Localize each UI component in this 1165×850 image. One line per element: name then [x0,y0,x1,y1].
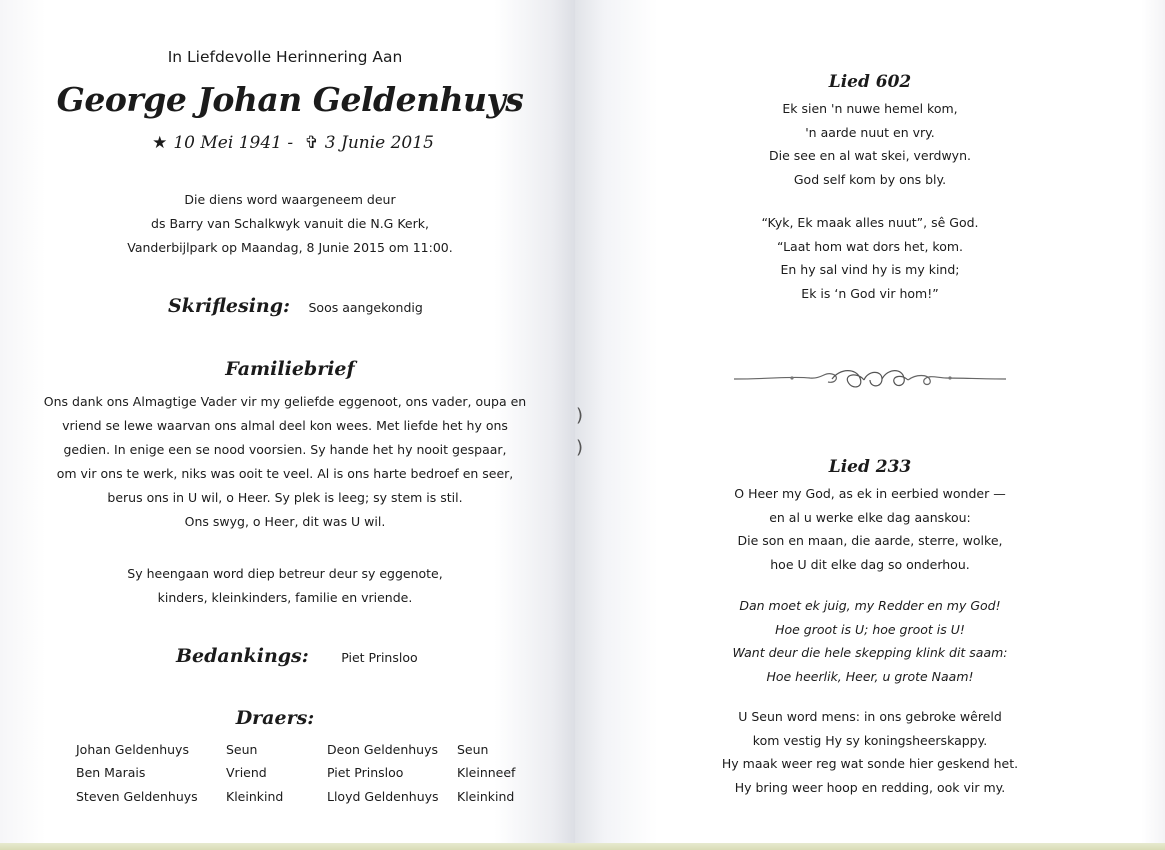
bearer-name: Piet Prinsloo [327,765,404,780]
hymn-line: Die son en maan, die aarde, sterre, wolke, [737,533,1003,548]
bearer-relation: Vriend [226,765,267,780]
family-letter-body [0,390,570,534]
hymn-line: U Seun word mens: in ons gebroke wêreld [738,709,1002,724]
mourning-line: kinders, kleinkinders, familie en vriende. [157,590,413,605]
bearer-name: Steven Geldenhuys [76,789,198,804]
hymn-line: Dan moet ek juig, my Redder en my God! [739,598,1001,613]
hymn-line: Hoe groot is U; hoe groot is U! [775,621,965,637]
bearer-name: Deon Geldenhuys [327,742,439,757]
scripture-reading [168,295,423,317]
hymn-line: en al u werke elke dag aanskou: [769,509,971,525]
bearer-name: Johan Geldenhuys [76,742,189,757]
hymn-233-verse-2 [720,705,1020,799]
page-bottom-edge [0,843,1165,850]
hymn-line: kom vestig Hy sy koningsheerskappy. [752,732,988,748]
mourning-note [0,562,570,610]
hymn-233-verse-1 [720,482,1020,576]
flourish-divider-icon [732,364,1008,394]
hymn-line: O Heer my God, as ek in eerbied wonder — [734,486,1006,501]
family-letter-title: Familiebrief [225,358,355,380]
bearer-name: Lloyd Geldenhuys [327,789,439,804]
death-date: 3 Junie 2015 [324,133,434,153]
hymn-602-verse-1 [720,97,1020,191]
mourning-line: Sy heengaan word diep betreur deur sy eggenote, [127,566,443,581]
fold-mark: ) [576,437,584,458]
hymn-line: “Laat hom wat dors het, kom. [777,238,963,254]
star-icon: ★ [152,133,168,153]
deceased-name: George Johan Geldenhuys [56,80,524,119]
bearer-relation: Seun [226,742,258,757]
acknowledgements-value: Piet Prinsloo [341,650,418,665]
fold-marks [576,400,588,470]
hymn-line: God self kom by ons bly. [793,171,947,187]
hymn-line: Want deur die hele skepping klink dit saam: [732,645,1008,660]
family-letter-line: gedien. In enige een se nood voorsien. Sy hande het hy nooit gespaar, [63,442,507,457]
family-letter-line: Ons swyg, o Heer, dit was U wil. [184,514,386,529]
hymn-line: hoe U dit elke dag so onderhou. [770,556,970,572]
hymn-233-chorus [720,594,1020,688]
hymn-line: En hy sal vind hy is my kind; [780,262,960,277]
bearer-relation: Seun [457,742,489,757]
service-line: ds Barry van Schalkwyk vanuit die N.G Kerk, [151,216,429,231]
bearer-relation: Kleinkind [226,789,284,804]
family-letter-line: om vir ons te werk, niks was ooit te veel. Al is ons harte bedroef en seer, [56,466,514,481]
hymn-line: Hy maak weer reg wat sonde hier geskend het. [721,756,1019,771]
hymn-line: Hoe heerlik, Heer, u grote Naam! [766,668,974,684]
memorial-header: In Liefdevolle Herinnering Aan [167,48,403,66]
hymn-line: Ek is ‘n God vir hom!” [801,285,939,301]
hymn-602-verse-2 [720,211,1020,305]
hymn-line: 'n aarde nuut en vry. [805,124,935,140]
birth-date: 10 Mei 1941 - [173,133,294,153]
hymn-line: Hy bring weer hoop en redding, ook vir my. [734,779,1006,795]
cross-icon: ✞ [304,133,319,153]
scripture-value: Soos aangekondig [308,300,423,315]
family-letter-line: vriend se lewe waarvan ons almal deel kon wees. Met liefde het hy ons [62,418,508,433]
scripture-label: Skriflesing: [168,295,291,317]
service-line: Vanderbijlpark op Maandag, 8 Junie 2015 om 11:00. [127,240,453,255]
acknowledgements-label: Bedankings: [176,645,309,667]
bearer-relation: Kleinneef [457,765,516,780]
service-line: Die diens word waargeneem deur [184,192,396,207]
family-letter-line: Ons dank ons Almagtige Vader vir my geliefde eggenoot, ons vader, oupa en [43,394,527,409]
acknowledgements [176,645,418,667]
bearer-relation: Kleinkind [457,789,515,804]
service-details [0,188,580,260]
hymn-line: Die see en al wat skei, verdwyn. [769,148,971,163]
hymn-602-title: Lied 602 [828,72,912,92]
pallbearers-title: Draers: [235,707,315,729]
family-letter-line: berus ons in U wil, o Heer. Sy plek is leeg; sy stem is stil. [107,490,463,505]
life-dates [0,133,580,153]
bearer-name: Ben Marais [76,765,146,780]
hymn-233-title: Lied 233 [828,457,912,477]
fold-mark: ) [576,405,584,426]
hymn-line: Ek sien 'n nuwe hemel kom, [782,101,958,116]
hymn-line: “Kyk, Ek maak alles nuut”, sê God. [761,215,979,230]
